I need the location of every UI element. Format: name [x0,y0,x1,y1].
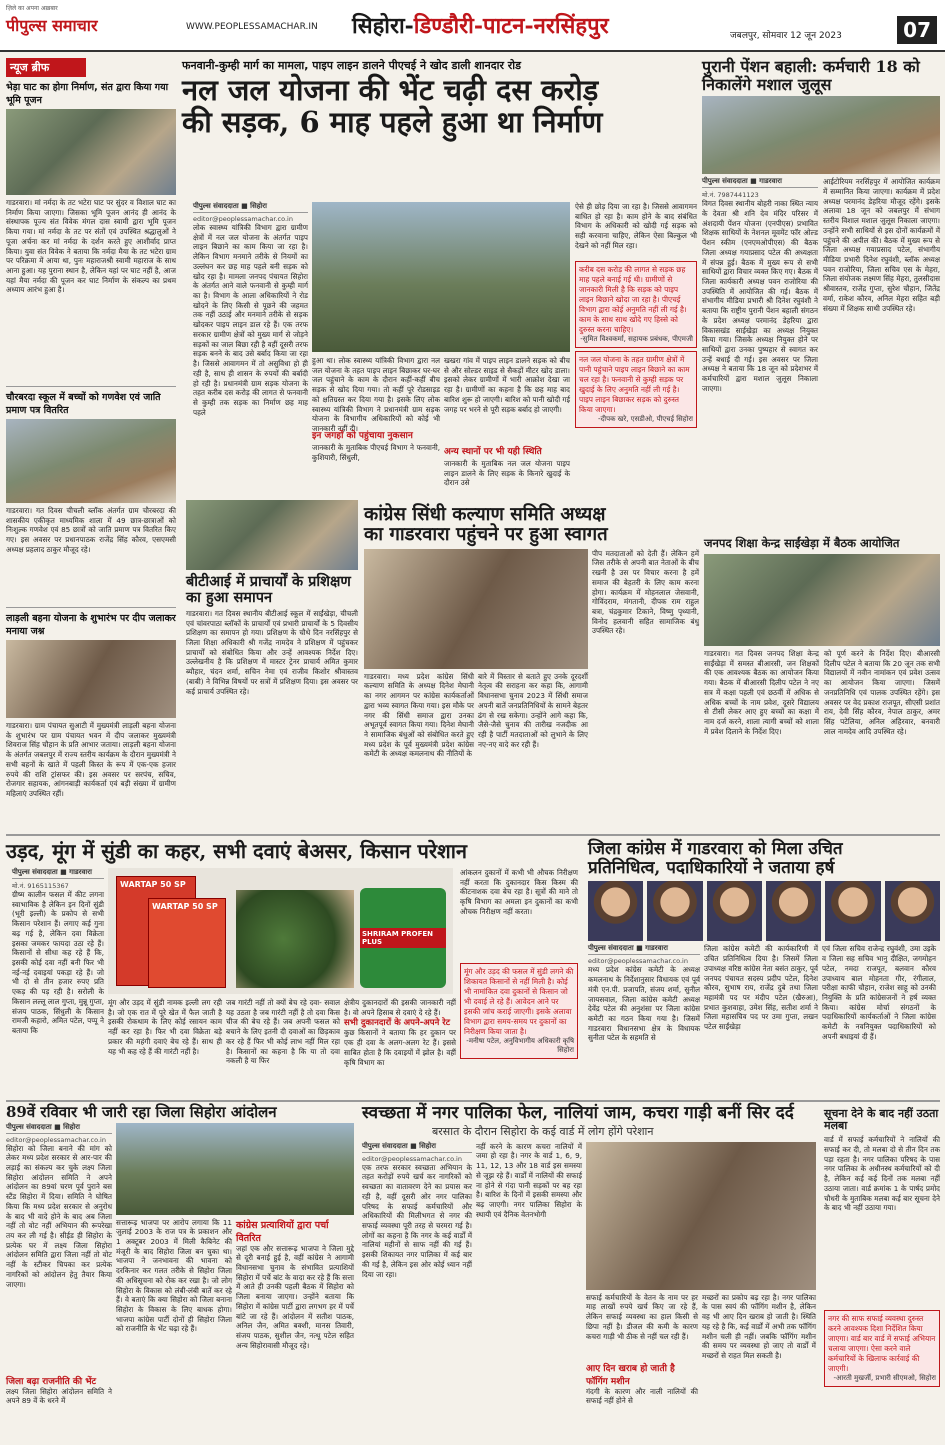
brief-3-title: लाड़ली बहना योजना के शुभारंभ पर दीप जलाकर मनाया जश्न [6,613,176,637]
brief-1-body: गाडरवारा। मां नर्मदा के तट भटेरा घाट पर सुंदर व विशाल घाट का निर्माण किया जाएगा। जिसका भूमि पूजन आनंद ही आनंद के संस्थापक पूज्य संत विवेक मंगल दास स्वामी द्वारा भूमि पूजन किया गया। मां नर्मदा के तट पर संतों एवं उपस्थित श्रद्धालुओं ने पूजा अर्चना कर मां नर्मदा के दर्शन करते हुए आशीर्वाद प्राप्त किया। युवा संत विवेक ने बताया कि नर्मदा मैया के तट भटेरा ग्राम पर परिक्रमा में आया था, पुनः महाराजश्री स्वामी महाराज के साथ आना हुआ। यह पुराना स्थान है, लेकिन यहां पर घाट नहीं है, आज यहां मैया नर्मदा की पूजन कर घाट निर्माण के संकल्प का प्रथम अध्याय आरंभ हुआ है। [6,198,176,295]
swachh-col-4: मच्छरों का प्रकोप बढ़ रहा है। नगर पालिका के पास स्वयं की फॉगिंग मशीन है, लेकिन वह भी आए दिन खराब हो जाती है। स्थिति यह रहे है कि, कई वार्डों में अभी तक फॉगिंग मशीन चली ही नहीं। जबकि फॉगिंग मशीन की समय पर व्यवस्था हो जाए तो वार्डों में मच्छरों से राहत मिल सकती है। [702,1292,816,1360]
pesticide-bottle-label: SHRIRAM PROFEN PLUS [360,928,446,948]
news-brief-column [6,58,176,920]
lead-email[interactable]: editor@peoplessamachar.co.in [193,215,293,223]
urad-col-2 [108,998,222,1098]
sindhi-col-2: बारे में विस्तार से बताते हुए उनके दूरदर्शी नेतृत्व की सराहना कर कहा कि, आगामी विधानसभा चुनाव 2023 में सिंधी समाज अपनी बातें जनप्रतिनिधियों के सामने बेहतर ढंग से रख सकेगा। उन्होंने आगे कहा कि, जैसे-जैसे चुनाव की तारीख नजदीक आ रही है पार्टी मतदाताओं को लुभाने के लिए नए-नए वादे कर रही हैं। [478,671,588,749]
suchna-body: वार्ड में सफाई कर्मचारियों ने नालियों की सफाई कर दी, तो मलबा दो से तीन दिन तक पड़ा रहता है। नगर पालिका परिषद के पास नगर पालिका के अधीनस्थ कर्मचारियों को दी है, लेकिन कई कई दिनों तक मलबा नहीं उठाया जाता। वार्ड क्रमांक 1 के पार्षद प्रमोद चौधरी के मुताबिक मलबा कई बार सूचना देने के बाद भी नहीं उठाया गया। [824,1135,940,1213]
portrait-5 [825,881,880,941]
divider-1 [6,834,940,836]
bti-photo [186,500,358,570]
lead-col-3 [444,356,570,498]
janpad-col-2: को पूर्ण करने के निर्देश दिए। बीआरसी दिलीप पटेल ने बताया कि 20 जून तक सभी विद्यालयों में नवीन नामांकन एवं प्रवेश उत्सव का आयोजन किया जाएगा। जिसमें जनप्रतिनिधि एवं पालक उपस्थित रहेंगे। इस अवसर पर वेद प्रकाश राजपूत, सीएसी प्रशांत राय, देवी सिंह कौरव, नेपाल ठाकुर, अमर सिंह पटेलिया, अनिल अहिरवार, बनवारी लाल नामदेव आदि उपस्थित रहे। [824,649,940,736]
swachh-col-2: नहीं करने के कारण कचरा नालियों में जमा हो रहा है। नगर के वार्ड 1, 6, 9, 11, 12, 13 और 18 वार्ड इस समस्या से जूझ रहे हैं। वार्डों में नालियों की सफाई ना होने से गंदा पानी सड़कों पर बह रहा है। बारिश के दिनों में इसकी समस्या और बढ़ जाएगी। नगर पालिका सिहोरा के स्थायी एवं दैनिक वेतनभोगी [476,1141,582,1219]
urad-quote-sign: -मनीषा पटेल, अनुविभागीय अधिकारी कृषि सिहोरा [466,1036,574,1054]
urad-col-5 [460,868,578,1098]
lead-col-2-text: हुआ था। लोक स्वास्थ्य यांत्रिकी विभाग द्वारा नल जल योजना के तहत पाइप लाइन बिछाकर घर-घर जल पहुंचाने के काम के दौरान कहीं-कहीं बीच सड़क से खोद दिया गया। तो कहीं पूरे रोडसाइड को क्षतिग्रस्त कर दिया गया है। इसके लिए लोक स्वास्थ्य यांत्रिकी विभाग ने प्रधानमंत्री ग्राम सड़क योजना के विभागीय अधिकारियों को कोई भी जानकारी नहीं दी। [312,356,440,434]
portrait-6 [885,881,940,941]
andolan-sub-pamphlet: कांग्रेस प्रत्याशियों द्वारा पर्चा वितरित [236,1219,329,1244]
urad-col-1-text: ग्रीष्म कालीन फसल में कीट लगना स्वाभाविक है लेकिन इन दिनों सुंडी (भूरी इल्ली) के प्रकोप से सभी किसान परेशान हैं। लगाए कई गुना बढ़ गई है, लेकिन दवा विक्रेता इसका जमकर फायदा उठा रहे हैं। किसानों से सीधा कह रहे हैं कि, इसकी कोई दवा नहीं बनी फिर भी नई-नई दवाइयां पकड़ा रहे हैं। जो भी दो से तीन हजार रुपए प्रति एकड़ की पड़ रही है। सरोली के किसान लल्लू लाल गुप्ता, मुन्नू गुप्ता, संजय पाठक, सिंधुली के किसान रामजी कहारो, अमित पटेल, पप्पू ने बताया कि [12,890,104,1036]
lead-col-4-text: ऐसे ही छोड़ दिया जा रहा है। जिससे आवागमन बाधित हो रहा है। काम होने के बाद संबंधित विभाग के अधिकारी को खोदी गई सड़क को सही करवाना चाहिए, लेकिन ऐसा बिल्कुल भी देखने को नहीं मिल रहा। [575,202,697,250]
swachh-subheadline: बरसात के दौरान सिहोरा के कई वार्ड में लोग होंगे परेशान [432,1124,654,1138]
sindhi-col-3: पीप मतदाताओं को देती हैं। लेकिन हमें जिस तरीके से अपनी बात नेताओं के बीच रखनी है उस पर विचार करना है हमें समाज की बेहतरी के लिए काम करना होगा। कार्यक्रम में मोहनलाल जेसवानी, गोविंदराम, मंगतानी, दीपक राम राहुल बत्रा, चंद्रकुमार टिकाने, विष्णु पृथ्यानी, विनोद हलवानी सहित सामाजिक बंधु उपस्थित रहे। [592,548,699,636]
andolan-col-1b: लक्ष्य जिला सिहोरा आंदोलन समिति ने अपने 89 वें के धरने में [6,1386,112,1406]
pension-col-1: विगत दिवस स्थानीय बोहरी नाका स्थित न्याय के देवता श्री शनि देव मंदिर परिसर में अंशदायी पेंशन योजना (एनपीएस) प्रभावित शिक्षक साथियों के नेशनल मूवमेंट फॉर ओल्ड पेंशन स्कीम (एनएमओपीएस) की बैठक जिला अध्यक्ष गयाप्रसाद पटेल की अध्यक्षता में संपन्न हुई। बैठक में मुख्य रूप से सभी साथियों द्वारा विचार व्यक्त किए गए। बैठक में जिला कार्यकारी अध्यक्ष पवन राजोरिया की उपस्थिति में आयोजित की गई। बैठक में संभागीय मीडिया प्रभारी श्री दिनेश रघुवंशी ने बताया कि राष्ट्रीय पुरानी पेंशन बहाली संगठन के प्रदेश अध्यक्ष परमानंद डेहरिया द्वारा विकासखंड साईखेड़ा का अध्यक्ष नियुक्त किया गया। जिसके अध्यक्ष नियुक्त होने पर साथियों द्वारा उनका पुष्पहार से स्वागत कर उन्हें बधाई दी गई। इस अवसर पर जिला अध्यक्ष ने बताया कि 18 जून को प्रदेशभर में कर्मचारियों द्वारा मशाल जुलूस निकाला जाएगा। [702,199,818,393]
andolan-story [6,1104,356,1442]
congress-headline-1: जिला कांग्रेस में गाडरवारा को मिला उचित [588,839,843,859]
suchna-quote-sign: -आरती मुखर्जी, प्रभारी सीएमओ, सिहोरा [833,1374,936,1383]
urad-col-5-text: आंकलन दुकानों में कभी भी औचक निरीक्षण नहीं करता कि दुकानदार किस किस्म की कीटनाशक दवा बेच रहा है। सूत्रों की माने तो कृषि विभाग का अमला इन दुकानों का कभी औचक निरीक्षण नहीं करता। [460,868,578,916]
congress-story [588,840,940,1098]
swachh-sub-fogging: आए दिन खराब हो जाती है फॉगिंग मशीन [586,1363,675,1387]
portrait-2 [647,881,702,941]
suchna-headline: सूचना देने के बाद नहीं उठता मलबा [824,1107,939,1133]
section-title [352,10,609,40]
lead-photo-road [312,202,570,352]
urad-quote: मूंग और उड़द की फसल में सुंडी लगने की शिकायत किसानों से नहीं मिली है। कोई भी नामांकित दवा दुकानों से किसान जो भी दवाई ले रहे हैं। आवेदन आने पर इसकी जांच कराई जाएगी। इसके अलावा विभाग द्वारा समय-समय पर दुकानों का निरीक्षण किया जाता है। [464,967,574,1036]
urad-headline: उड़द, मूंग में सुंडी का कहर, सभी दवाएं बेअसर, किसान परेशान [6,839,467,863]
suchna-story [824,1108,940,1442]
section-title-black: सिहोरा- [352,13,414,39]
portrait-3 [707,881,762,941]
infested-leaf-photo [236,890,354,988]
sindhi-photo [364,549,588,669]
lead-col-4 [575,202,697,498]
suchna-quote: नगर की साफ सफाई व्यवस्था दुरुस्त करने आवश्यक दिशा निर्देशित किया जाएगा। वार्ड बार वार्ड में सफाई अभियान चलाया जाएगा। ऐसा करने वाले कर्मचारियों के खिलाफ कार्रवाई की जाएगी। [828,1314,936,1374]
lead-headline-2: की सड़क, 6 माह पहले हुआ था निर्माण [182,104,603,139]
brief-3-photo [6,640,176,718]
pesticide-packet-2-label: WARTAP 50 SP [152,902,218,911]
lead-sub-other: अन्य स्थानों पर भी यही स्थिति [444,447,542,457]
lead-col-1-text: लोक स्वास्थ्य यांत्रिकी विभाग द्वारा ग्रामीण क्षेत्रों में नल जल योजना के अंतर्गत पाइप लाइन बिछाने का काम किया जा रहा है। लेकिन विभाग मनमाने तरीके से नियमों का उल्लंघन कर छह माह पहले बनी सड़क को खोद रहा है। मामला जनपद पंचायत सिहोरा के अंतर्गत आने वाले फनवानी से कुम्ही मार्ग का है। विभाग के आला अधिकारियों ने रोड खोदने के लिए किसी से पूछने की जहमत तक नहीं उठाई और मनमाने तरीके से सड़क खोदकर पाइप लाइन डाल रहे हैं। एक तरफ सरकार ग्रामीण क्षेत्रों को मुख्य मार्ग से जोड़ने सड़कों का जाल बिछा रही है वहीं दूसरी तरफ सड़क बनने के बाद उसे बर्बाद किया जा रहा है। जिससे आवागमन में तो असुविधा हो ही रही है, साथ ही शासन के रुपयों की बर्बादी हो रही है। प्रधानमंत्री ग्राम सड़क योजना के तहत करीब दस करोड़ की लागत से फनवानी से कुम्ही तक सड़क का निर्माण छह माह पहले [193,223,308,417]
newspaper-logo: पीपुल्स समाचार [6,16,98,35]
pension-byline: पीपुल्स संवाददाता ■ गाडरवारा [702,177,818,188]
lead-quote-2-sign: -दीपक खरे, एसडीओ, पीएचई सिहोरा [598,414,693,423]
andolan-col-1: सिहोरा को जिला बनाने की मांग को लेकर मध्य प्रदेश सरकार से आर-पार की लड़ाई का संकल्प कर चुके लक्ष्य जिला सिहोरा आंदोलन समिति ने अपने आंदोलन का 89वां चरण पूर्व पुराने बस स्टैंड सिहोरा में दिया। समिति ने घोषित किया कि मध्य प्रदेश सरकार से अनुरोध के बाद भी वादे होने के बाद अब जिला नहीं तो वोट नहीं अभियान की रूपरेखा तय कर ली गई है। सीईड ही सिहोरा के प्रत्येक घर में लक्ष्य जिला सिहोरा आंदोलन समिति द्वारा जिला नहीं तो वोट नहीं के स्टीकर चिपका कर प्रत्येक नागरिकों को आंदोलन हेतु तैयार किया जाएगा। [6,1143,112,1289]
brief-2-title: चौरबरदा स्कूल में बच्चों को गणवेश एवं जाति प्रमाण पत्र वितरित [6,392,161,416]
janpad-headline: जनपद शिक्षा केन्द्र साईंखेड़ा में बैठक आयोजित [704,536,900,550]
urad-col-3 [226,998,340,1098]
logo-tagline: ज़िले का अपना अख़बार [6,5,58,12]
sindhi-headline-1: कांग्रेस सिंधी कल्याण समिति अध्यक्ष [364,504,606,525]
urad-col-4b-text: कुछ किसानों ने बताया कि हर दुकान पर एक ही दवा के अलग-अलग रेट हैं। इससे साबित होता है कि दवाइयों में झोल है। वहीं कृषि विभाग का [344,1028,456,1067]
lead-col-2 [312,356,440,498]
congress-portraits [588,881,940,941]
lead-headline-1: नल जल योजना की भेंट चढ़ी दस करोड़ [182,73,599,107]
congress-col-2: जिला कांग्रेस कमेटी की कार्यकारिणी में उचित प्रतिनिधित्व दिया है। जिसमें जिला उपाध्यक्ष वरिष्ठ कांग्रेस नेता बसंत ठाकुर, पूर्व जनपद पंचायत सदस्य प्रदीप पटेल, दिनेश कौरव, सुभाष राय, राजेंद्र दुबे तथा जिला महामंत्री पद पर मंदीप पटेल (खैरुआ), प्रभात कुशवाहा, उमेश सिंह, सतीश शर्मा ने जिला महासचिव पद पर उमा गुप्ता, लखन पटेल साईंखेड़ा [704,944,818,1032]
urad-col-1 [12,868,104,1098]
pension-mobile: मो.नं. 7987441123 [702,191,759,200]
congress-headline-2: प्रतिनिधित्व, पदाधिकारियों ने जताया हर्ष [588,857,835,878]
bti-story [186,574,358,833]
news-brief-label: न्यूज ब्रीफ [6,58,86,77]
bti-headline: बीटीआई में प्राचार्यों के प्रशिक्षण का हुआ समापन [186,573,351,606]
brief-1-title: भेड़ा घाट का होगा निर्माण, संत द्वारा किया गया भूमि पूजन [6,82,169,106]
swachh-story [362,1104,818,1442]
janpad-story [704,536,940,832]
andolan-col-3: जहां एक और सत्तारूढ़ भाजपा ने जिला मुद्दे से दूरी बनाई हुई है, वहीं कांग्रेस ने आगामी विधानसभा चुनाव के संभावित प्रत्याशियों सिहोरा में पर्चे बांट के वादा कर रहे हैं कि सत्ता में आते ही उनकी पहली बैठक में सिहोरा को जिला बनाया जाएगा। उन्होंने बताया कि सिहोरा में कांग्रेस पार्टी द्वारा लगभग हर में पर्चे बांटे जा रहे हैं। आंदोलन में सतीश पाठक, अनिल जैन, अमित बक्शी, मानस तिवारी, संजय पाठक, सुशील जैन, नत्थू पटेल सहित अन्य सिहोरावासी मौजूद रहे। [236,1243,354,1350]
lead-quote-1-sign: -सुमित विश्वकर्मा, सहायक प्रबंधक, पीएमजी [580,334,693,343]
brief-1-photo [6,109,176,195]
urad-byline: पीपुल्स संवाददाता ■ गाडरवारा [12,868,104,879]
andolan-byline: पीपुल्स संवाददाता ■ सिहोरा [6,1123,112,1134]
andolan-photo [116,1123,354,1215]
pesticide-packet-2 [148,898,226,988]
brief-2-photo [6,419,176,503]
website-link[interactable]: WWW.PEOPLESSAMACHAR.IN [186,22,318,32]
congress-email[interactable]: editor@peoplessamachar.co.in [588,957,688,966]
urad-col-4-text: क्षेत्रीय दुकानदारों की इसकी जानकारी नहीं है। वो अपने हिसाब से दवाएं दे रहे हैं। [344,998,456,1017]
urad-col-3-text: जब गारंटी नहीं तो क्यों बेच रहे दवा- सवाल यह उठता है जब गारंटी नहीं है तो दवा किस चीज की बेच रहे हैं। जब अपनी फसल को बचाने के लिए इतनी दी दवाओं का छिड़काव कर रहे हैं फिर भी कोई लाभ नहीं मिल रहा है। किसानों का कहना है कि या तो दवा नकली है या फिर [226,998,340,1066]
urad-col-2-text: मूंग और उड़द में सुंडी नामक इल्ली लग रही है। जो एक रात में पूरे खेत में फैल जाती है इसकी रोकथाम के लिए कोई रसायन काम नहीं कर रहा है। फिर भी दवा विक्रेता बड़े प्रकार की महंगी दवाएं बेच रहे हैं। साथ ही यह भी कह रहे हैं की गारंटी नहीं है। [108,998,222,1056]
andolan-email[interactable]: editor@peoplessamachar.co.in [6,1135,106,1144]
swachh-col-3: सफाई कर्मचारियों के वेतन के नाम पर हर माह लाखों रुपये खर्च किए जा रहे हैं, लेकिन सफाई व्यवस्था का हाल किसी से छिपा नहीं है। डीजल की कमी के कारण कचरा गाड़ी भी ठीक से नहीं चल रही हैं। [586,1292,698,1341]
masthead [0,0,945,52]
urad-sub-rates: सभी दुकानदारों के अपने-अपने रेट [344,1018,451,1029]
pension-photo [702,96,940,174]
swachh-byline: पीपुल्स संवाददाता ■ सिहोरा [362,1142,472,1153]
divider-2 [6,1100,940,1102]
congress-byline: पीपुल्स संवाददाता ■ गाडरवारा [588,944,700,955]
lead-quote-2: नल जल योजना के तहत ग्रामीण क्षेत्रों में पानी पहुंचाने पाइप लाइन बिछाने का काम चल रहा है। फनवानी से कुम्ही सड़क पर खुदाई के लिए अनुमति नहीं ली गई है। पाइप लाइन बिछाकर सड़क को दुरुस्त किया जाएगा। [579,354,690,414]
section-title-red: डिण्डौरी-पाटन-नरसिंहपुर [413,13,609,39]
portrait-1 [588,881,643,941]
lead-col-3b-text: जानकारी के मुताबिक नल जल योजना पाइप लाइन डालने के लिए सड़क के किनारे खुदाई के दौरान उसे [444,459,570,488]
swachh-col-3b: गंदगी के कारण और नाली नालियों की सफाई नहीं होने से [586,1386,698,1406]
urad-photo-area [108,868,453,994]
swachh-headline: स्वच्छता में नगर पालिका फेल, नालियां जाम, कचरा गाड़ी बनीं सिर दर्द [362,1103,794,1123]
janpad-col-1: गाडरवारा। गत दिवस जनपद शिक्षा केन्द्र साईंखेड़ा में समस्त बीआरसी, जन शिक्षकों की एक आवश्यक बैठक का आयोजन किया गया। बैठक में बीआरसी दिलीप पटेल ने नए सत्र में कक्षा पहली एवं छठवीं में अधिक से अधिक बच्चों के नाम प्रवेश, दूसरे विद्यालय से टीसी लेकर आए हुए बच्चों का कक्षा में नाम दर्ज करने, शाला त्यागी बच्चों को शाला में प्रवेश दिलाने के निर्देश दिए। [704,649,819,736]
andolan-headline: 89वें रविवार भी जारी रहा जिला सिहोरा आंदोलन [6,1103,277,1121]
pension-story [702,58,940,530]
andolan-sub-politics: जिला बढ़ा राजनीति की भेंट [6,1376,97,1387]
lead-col-3-text: खखरा गांव में पाइप लाइन डालने सड़क को बीच से और सोल्डर साइड से सैकड़ों मीटर खोद डाला। इसको लेकर ग्रामीणों में भारी आक्रोश देखा जा रहा है। ग्रामीणों का कहना है कि छह माह बाद बारिश शुरू हो जाएगी। बारिश को पानी खोदी गई जगह पर भरने से पूरी सड़क बर्बाद हो जाएगी। [444,356,570,414]
pesticide-packet-1-label: WARTAP 50 SP [120,880,186,889]
swachh-col-1: एक तरफ सरकार स्वच्छता अभियान के तहत करोड़ों रुपये खर्च कर नागरिकों को स्वच्छता का वातावरण देने का प्रयास कर रही है, वहीं दूसरी ओर नगर पालिका परिषद के सफाई कर्मचारियों और अधिकारियों की मिलीभगत से नगर की सफाई व्यवस्था पूरी तरह से चरमरा गई है। लोगों का कहना है कि नगर के कई वार्डों में नालियां महीनों से साफ नहीं की गई हैं। इसकी शिकायत नगर पालिका में कई बार की गई है, लेकिन इस ओर कोई ध्यान नहीं दिया जा रहा। [362,1162,472,1279]
sindhi-col-1: गाडरवारा। मध्य प्रदेश कांग्रेस सिंधी कल्याण समिति के अध्यक्ष दिनेश मेघानी का नगर आगमन पर कांग्रेस कार्यकर्ताओं द्वारा भव्य स्वागत किया गया। इस मौके पर नगर की सिंधी समाज द्वारा उनका अभूतपूर्व स्वागत किया गया। दिनेश मेघानी ने सामाजिक बंधुओं को संबोधित करते हुए मध्य प्रदेश के पूर्व मुख्यमंत्री प्रदेश कांग्रेस कमेटी के अध्यक्ष कमलनाथ की नीतियों के [364,671,474,759]
bti-body: गाडरवारा। गत दिवस स्थानीय बीटीआई स्कूल में साईंखेड़ा, चीचली एवं चांवरपाठा ब्लॉकों के प्राचार्यों एवं प्रभारी प्राचार्यों के 5 दिवसीय प्रशिक्षण का समापन हो गया। प्रशिक्षण के चौथे दिन नरसिंहपुर से जिला शिक्षा अधिकारी श्री गजेंद्र नामदेव ने प्रशिक्षण में पहुंचकर प्राचार्यों को संबोधित किया और उन्हें आवश्यक निर्देश दिए। उल्लेखनीय है कि प्रशिक्षण में मास्टर ट्रेनर प्राचार्य अमित कुमार ब्यौहार, चंदन शर्मा, सचिन नेमा एवं राजीव किशोर श्रीवास्तव (बाबी) ने विभिन्न विषयों पर सत्रों में प्रशिक्षण दिया। इस अवसर पर कई प्राचार्य उपस्थित रहे। [186,608,358,696]
congress-col-3: एवं जिला सचिव राजेन्द्र रघुवंशी, उमा उइके व जिला सह सचिव भानु दीक्षित, जगमोहन पटेल, नमदा राजपूत, बलवान कौरव उपाध्याय बाल मोहनता गौर, रंगीलाल, परीक्षा काफी चौहान, राजेश साहू को उनकी नियुक्ति के प्रति कांग्रेसजनों ने हर्ष व्यक्त किया। कांग्रेस मोर्चा संगठनों के पदाधिकारियों कार्यकर्ताओं ने जिला कांग्रेस कमेटी के नवनियुक्त पदाधिकारियों को अपनी बधाइयां दी हैं। [822,944,936,1041]
portrait-4 [766,881,821,941]
pension-headline: पुरानी पेंशन बहाली: कर्मचारी 18 को निकालेंगे मशाल जुलूस [702,57,920,94]
sindhi-headline-2: का गाडरवारा पहुंचने पर हुआ स्वागत [364,524,608,546]
congress-col-1: मध्य प्रदेश कांग्रेस कमेटी के अध्यक्ष कमलनाथ के निर्देशानुसार विधायक एवं पूर्व मंत्री एन.पी. प्रजापति, संजय शर्मा, सुनील जायसवाल, जिला कांग्रेस कमेटी अध्यक्ष देवेंद्र पटेल की अनुशंसा पर जिला कांग्रेस कमेटी का गठन किया गया है। जिसमें गाडरवारा विधानसभा क्षेत्र के विधायक सुनीता पटेल के सहमति से [588,965,700,1043]
brief-2-body: गाडरवारा। गत दिवस चीचली ब्लॉक अंतर्गत ग्राम चौरबरदा की शासकीय एकीकृत माध्यमिक शाला में 49 छात्र-छात्राओं को निःशुल्क गणवेश एवं 85 छात्रों को जाति प्रमाण पत्र वितरित किए गए। इस अवसर पर प्रधानपाठक राजेंद्र सिंह कौरव, एसएमसी अध्यक्ष प्रहलाद ठाकुर मौजूद रहे। [6,506,176,554]
urad-col-4 [344,998,456,1098]
lead-kicker: फनवानी-कुम्ही मार्ग का मामला, पाइप लाइन डालने पीएचई ने खोद डाली शानदार रोड [182,59,522,72]
janpad-photo [704,554,940,646]
urad-mobile: मो.नं. 9165115367 [12,882,69,890]
lead-byline: पीपुल्स संवाददाता ■ सिहोरा [193,202,308,213]
lead-col-2b-text: जानकारी के मुताबिक पीएचई विभाग ने फनवानी, कुशियारी, सिंधुली, [312,443,440,462]
page-number: 07 [897,16,937,44]
andolan-col-2: सत्तारूढ़ भाजपा पर आरोप लगाया कि 11 जुलाई 2003 के राज पत्र के प्रकाशन और 1 अक्टूबर 2003 में मिली कैबिनेट की मंजूरी के बाद सिहोरा जिला बन चुका था। भाजपा ने जनभावना की भावना को दरकिनार कर गलत तरीके से सिहोरा जिला की अधिसूचना को रोक कर रखा है। जो लोग सिहोरा के विकास को लंबी-लंबी बातें कर रहे हैं। वे बताएं कि क्या सिहोरा को जिला बनाना सिहोरा के विकास के लिए बाधक होगा। भाजपा कांग्रेस पार्टी दोनों ही सिहोरा जिला को राजनीति के भेंट चढ़ा रहे हैं। [116,1217,232,1334]
brief-3-body: गाडरवारा। ग्राम पंचायत सुआटी में मुख्यमंत्री लाड़ली बहना योजना के शुभारंभ पर ग्राम पंचायत भवन में दीप जलाकर मुख्यमंत्री शिवराज सिंह चौहान के प्रति आभार जताया। लाड़ली बहना योजना के अंतर्गत जबलपुर में राज्य स्तरीय कार्यक्रम के दौरान मुख्यमंत्री ने सभी बहनों के खाते में पहली किस्त के रूप में एक-एक हजार रुपये की राशि ट्रांसफर की। इस अवसर पर सरपंच, सचिव, रोजगार सहायक, आंगनबाड़ी कार्यकर्ता एवं बड़ी संख्या में ग्रामीण महिलाएं उपस्थित रहीं। [6,721,176,799]
dateline: जबलपुर, सोमवार 12 जून 2023 [730,31,842,41]
pension-col-2: आईटोरियम नरसिंहपुर में आयोजित कार्यक्रम में सम्मानित किया जाएगा। कार्यक्रम में प्रदेश अध्यक्ष परमानंद डेहरिया मौजूद रहेंगे। इसके अलावा 18 जून को जबलपुर में संभाग स्तरीय विशाल मशाल जुलूस निकाला जाएगा। उन्होंने सभी साथियों से इस दोनों कार्यक्रमों में पहुंचने की अपील की। बैठक में मुख्य रूप से जिला अध्यक्ष गयाप्रसाद पटेल, संभागीय मीडिया प्रभारी दिनेश रघुवंशी, ब्लॉक अध्यक्ष पवन राजोरिया, जिला सचिव एस के मेहरा, जिला संयोजक लक्ष्मण सिंह मेहरा, तुलसीदास श्रीवास्तव, राजेंद्र गुप्ता, सुरेश चौहान, जितेंद्र वर्मा, राकेश कौरव, अनिल मेहरा सहित बड़ी संख्या में शिक्षक साथी उपस्थित रहे। [823,177,940,313]
lead-col-1 [193,202,308,498]
lead-quote-1: करीब दस करोड़ की लागत से सड़क छह माह पहले बनाई गई थी। ग्रामीणों से जानकारी मिली है कि सड़क को पाइप लाइन बिछाने खोदा जा रहा है। पीएचई विभाग द्वारा कोई अनुमति नहीं ली गई है। काम के साथ साथ खोदे गए हिस्से को दुरुस्त करना चाहिए। [579,265,687,334]
swachh-photo [586,1142,816,1290]
pesticide-bottle [360,888,446,988]
lead-sub-damage: इन जगहों को पहुंचाया नुकसान [312,431,413,441]
sindhi-story [364,505,699,833]
swachh-email[interactable]: editor@peoplessamachar.co.in [362,1154,462,1163]
